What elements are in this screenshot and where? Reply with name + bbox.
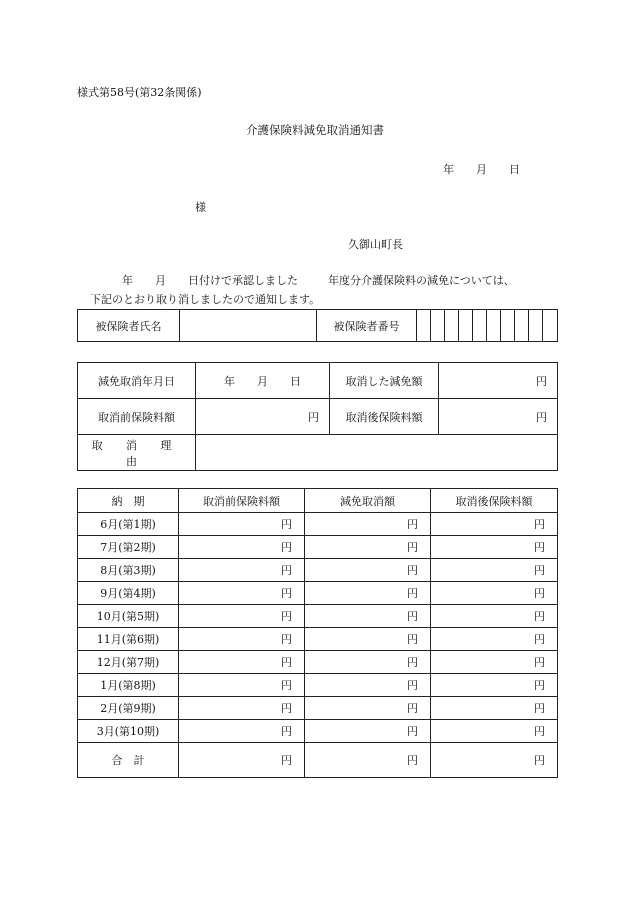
yen-unit: 円 <box>534 725 545 738</box>
reduction-amount-field[interactable] <box>305 536 431 559</box>
after-amount-field[interactable] <box>431 697 558 720</box>
reduction-amount-field[interactable] <box>305 513 431 536</box>
insured-number-digit[interactable] <box>417 310 431 342</box>
before-amount-field[interactable] <box>179 628 305 651</box>
period-label: 3月(第10期) <box>78 720 179 743</box>
period-label: 2月(第9期) <box>78 697 179 720</box>
yen-unit: 円 <box>534 702 545 715</box>
cancel-date-year: 年 <box>224 374 235 388</box>
after-amount-field[interactable] <box>439 399 558 435</box>
reduction-amount-field[interactable] <box>305 720 431 743</box>
after-amount-field[interactable] <box>431 720 558 743</box>
cancel-date-label: 減免取消年月日 <box>78 363 196 399</box>
date-day: 日 <box>509 163 520 176</box>
yen-unit: 円 <box>536 374 547 388</box>
yen-unit: 円 <box>407 725 418 738</box>
total-row <box>78 743 558 778</box>
yen-unit: 円 <box>534 754 545 767</box>
after-amount-field[interactable] <box>431 582 558 605</box>
yen-unit: 円 <box>281 633 292 646</box>
insured-number-digit[interactable] <box>473 310 487 342</box>
insured-number-digit[interactable] <box>515 310 529 342</box>
yen-unit: 円 <box>407 587 418 600</box>
after-amount-field[interactable] <box>431 513 558 536</box>
yen-unit: 円 <box>407 633 418 646</box>
date-year: 年 <box>443 163 454 176</box>
issuer-name: 久御山町長 <box>348 238 403 251</box>
yen-unit: 円 <box>536 410 547 424</box>
body-approved-text: 日付けで承認しました <box>188 274 298 287</box>
insured-name-field[interactable] <box>180 310 317 342</box>
period-label: 9月(第4期) <box>78 582 179 605</box>
after-amount-label: 取消後保険料額 <box>330 399 439 435</box>
yen-unit: 円 <box>407 754 418 767</box>
yen-unit: 円 <box>281 610 292 623</box>
form-number: 様式第58号(第32条関係) <box>77 86 202 99</box>
reduction-amount-field[interactable] <box>305 697 431 720</box>
reduction-amount-field[interactable] <box>305 628 431 651</box>
yen-unit: 円 <box>281 679 292 692</box>
schedule-header-row <box>78 489 558 513</box>
table-row <box>78 720 558 743</box>
yen-unit: 円 <box>407 702 418 715</box>
yen-unit: 円 <box>534 679 545 692</box>
yen-unit: 円 <box>281 754 292 767</box>
table-row <box>78 697 558 720</box>
before-amount-field[interactable] <box>196 399 330 435</box>
before-amount-field[interactable] <box>179 536 305 559</box>
yen-unit: 円 <box>407 518 418 531</box>
yen-unit: 円 <box>407 679 418 692</box>
before-amount-label: 取消前保険料額 <box>78 399 196 435</box>
cancelled-amount-field[interactable] <box>439 363 558 399</box>
yen-unit: 円 <box>281 587 292 600</box>
issue-date <box>443 161 520 177</box>
body-line-1 <box>122 272 515 288</box>
yen-unit: 円 <box>281 725 292 738</box>
before-amount-field[interactable] <box>179 582 305 605</box>
yen-unit: 円 <box>407 541 418 554</box>
yen-unit: 円 <box>407 656 418 669</box>
insured-number-digit[interactable] <box>487 310 501 342</box>
body-fiscal-text: 年度分介護保険料の減免については、 <box>328 274 515 287</box>
total-reduction-field[interactable] <box>305 743 431 778</box>
table-row <box>78 582 558 605</box>
cancelled-amount-label: 取消した減免額 <box>330 363 439 399</box>
cancel-date-field[interactable] <box>196 363 330 399</box>
body-year: 年 <box>122 274 133 287</box>
insured-number-digit[interactable] <box>459 310 473 342</box>
yen-unit: 円 <box>407 610 418 623</box>
before-amount-field[interactable] <box>179 674 305 697</box>
before-amount-field[interactable] <box>179 651 305 674</box>
after-amount-field[interactable] <box>431 605 558 628</box>
reduction-amount-field[interactable] <box>305 559 431 582</box>
document-title: 介護保険料減免取消通知書 <box>246 123 384 137</box>
yen-unit: 円 <box>534 541 545 554</box>
total-label: 合 計 <box>78 743 179 778</box>
table-row <box>78 605 558 628</box>
before-amount-field[interactable] <box>179 697 305 720</box>
table-row <box>78 559 558 582</box>
table-row <box>78 513 558 536</box>
header-after: 取消後保険料額 <box>431 489 558 513</box>
after-amount-field[interactable] <box>431 559 558 582</box>
insured-number-digit[interactable] <box>431 310 445 342</box>
schedule-table <box>77 488 558 778</box>
yen-unit: 円 <box>534 564 545 577</box>
insured-table <box>77 309 558 342</box>
period-label: 11月(第6期) <box>78 628 179 651</box>
yen-unit: 円 <box>281 702 292 715</box>
yen-unit: 円 <box>534 587 545 600</box>
total-after-field[interactable] <box>431 743 558 778</box>
table-row <box>78 651 558 674</box>
before-amount-field[interactable] <box>179 513 305 536</box>
reason-field[interactable] <box>196 435 558 471</box>
cancel-info-table <box>77 362 558 471</box>
reason-label: 取 消 理 由 <box>78 435 196 471</box>
period-label: 1月(第8期) <box>78 674 179 697</box>
insured-number-label: 被保険者番号 <box>317 310 417 342</box>
cancel-date-month: 月 <box>257 374 268 388</box>
table-row <box>78 536 558 559</box>
after-amount-field[interactable] <box>431 674 558 697</box>
before-amount-field[interactable] <box>179 605 305 628</box>
body-month: 月 <box>155 274 166 287</box>
recipient-suffix: 様 <box>195 201 206 214</box>
body-line-2: 下記のとおり取り消しましたので通知します。 <box>90 293 321 306</box>
yen-unit: 円 <box>534 633 545 646</box>
table-row <box>78 674 558 697</box>
insured-number-digit[interactable] <box>529 310 543 342</box>
after-amount-field[interactable] <box>431 628 558 651</box>
yen-unit: 円 <box>281 656 292 669</box>
before-amount-field[interactable] <box>179 559 305 582</box>
yen-unit: 円 <box>281 541 292 554</box>
insured-number-digit[interactable] <box>445 310 459 342</box>
total-before-field[interactable] <box>179 743 305 778</box>
table-row <box>78 628 558 651</box>
yen-unit: 円 <box>308 410 319 424</box>
period-label: 8月(第3期) <box>78 559 179 582</box>
header-before: 取消前保険料額 <box>179 489 305 513</box>
insured-number-digit[interactable] <box>501 310 515 342</box>
before-amount-field[interactable] <box>179 720 305 743</box>
period-label: 12月(第7期) <box>78 651 179 674</box>
yen-unit: 円 <box>534 610 545 623</box>
yen-unit: 円 <box>281 518 292 531</box>
yen-unit: 円 <box>534 518 545 531</box>
insured-number-digit[interactable] <box>543 310 558 342</box>
yen-unit: 円 <box>407 564 418 577</box>
after-amount-field[interactable] <box>431 536 558 559</box>
reduction-amount-field[interactable] <box>305 582 431 605</box>
cancel-date-day: 日 <box>290 374 301 388</box>
reduction-amount-field[interactable] <box>305 651 431 674</box>
yen-unit: 円 <box>534 656 545 669</box>
insured-name-label: 被保険者氏名 <box>78 310 180 342</box>
reduction-amount-field[interactable] <box>305 605 431 628</box>
reduction-amount-field[interactable] <box>305 674 431 697</box>
header-period: 納 期 <box>78 489 179 513</box>
after-amount-field[interactable] <box>431 651 558 674</box>
header-reduction: 減免取消額 <box>305 489 431 513</box>
yen-unit: 円 <box>281 564 292 577</box>
period-label: 7月(第2期) <box>78 536 179 559</box>
period-label: 10月(第5期) <box>78 605 179 628</box>
date-month: 月 <box>476 163 487 176</box>
period-label: 6月(第1期) <box>78 513 179 536</box>
